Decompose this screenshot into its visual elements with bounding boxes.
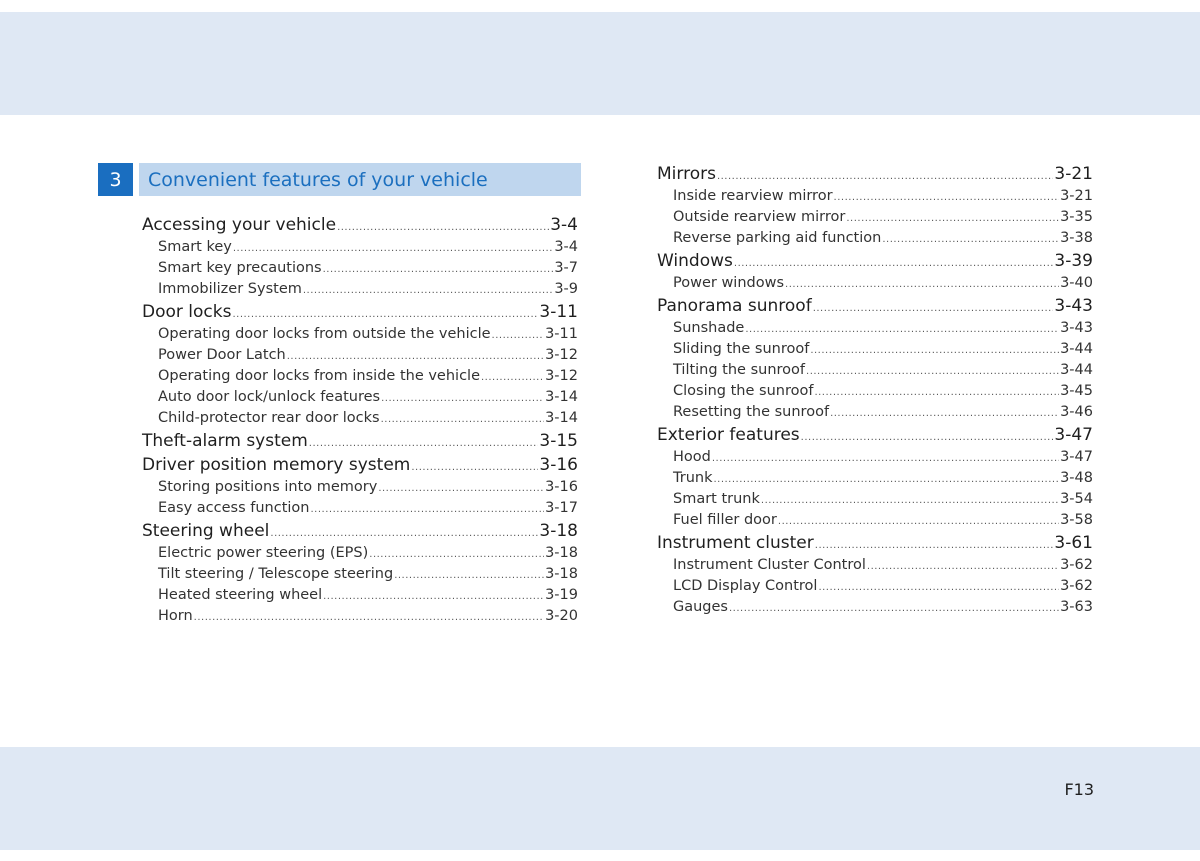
toc-entry-title: Heated steering wheel	[158, 587, 323, 603]
toc-right-column	[657, 162, 1093, 618]
dot-leader	[394, 565, 544, 586]
toc-entry-title: Panorama sunroof	[657, 296, 812, 316]
toc-subsection-entry[interactable]	[657, 447, 1093, 468]
dot-leader	[233, 238, 553, 259]
toc-entry-page: 3-17	[545, 500, 578, 516]
toc-subsection-entry[interactable]	[142, 324, 578, 345]
toc-entry-page: 3-62	[1060, 578, 1093, 594]
toc-subsection-entry[interactable]	[657, 273, 1093, 294]
toc-subsection-entry[interactable]	[657, 186, 1093, 207]
dot-leader	[745, 319, 1059, 340]
toc-entry-page: 3-35	[1060, 209, 1093, 225]
toc-entry-page: 3-21	[1054, 164, 1093, 184]
dot-leader	[867, 556, 1059, 577]
toc-entry-title: Smart key precautions	[158, 260, 322, 276]
dot-leader	[492, 325, 545, 346]
toc-entry-page: 3-18	[545, 545, 578, 561]
toc-entry-title: Immobilizer System	[158, 281, 302, 297]
toc-subsection-entry[interactable]	[657, 339, 1093, 360]
toc-entry-title: Hood	[673, 449, 711, 465]
chapter-number: 3	[98, 163, 133, 196]
toc-entry-title: Power Door Latch	[158, 347, 286, 363]
dot-leader	[381, 409, 544, 430]
toc-entry-title: Fuel filler door	[673, 512, 777, 528]
toc-entry-title: Electric power steering (EPS)	[158, 545, 369, 561]
toc-entry-title: Instrument cluster	[657, 533, 814, 553]
toc-entry-page: 3-12	[545, 368, 578, 384]
toc-entry-title: Door locks	[142, 302, 232, 322]
toc-subsection-entry[interactable]	[657, 228, 1093, 249]
toc-entry-title: Easy access function	[158, 500, 310, 516]
chapter-title: Convenient features of your vehicle	[139, 163, 581, 196]
dot-leader	[761, 490, 1059, 511]
toc-entry-title: Trunk	[673, 470, 713, 486]
toc-section-entry[interactable]	[657, 162, 1093, 186]
toc-entry-title: Horn	[158, 608, 193, 624]
dot-leader	[712, 448, 1059, 469]
toc-subsection-entry[interactable]	[142, 606, 578, 627]
toc-entry-page: 3-54	[1060, 491, 1093, 507]
toc-entry-page: 3-18	[539, 521, 578, 541]
toc-subsection-entry[interactable]	[142, 564, 578, 585]
dot-leader	[303, 280, 553, 301]
toc-entry-title: Accessing your vehicle	[142, 215, 337, 235]
toc-entry-page: 3-15	[539, 431, 578, 451]
toc-entry-title: Closing the sunroof	[673, 383, 814, 399]
dot-leader	[287, 346, 544, 367]
toc-entry-page: 3-18	[545, 566, 578, 582]
toc-entry-page: 3-12	[545, 347, 578, 363]
dot-leader	[378, 478, 544, 499]
page-number: F13	[1064, 780, 1094, 799]
toc-entry-page: 3-20	[545, 608, 578, 624]
toc-subsection-entry[interactable]	[657, 555, 1093, 576]
toc-entry-title: Tilt steering / Telescope steering	[158, 566, 394, 582]
toc-entry-page: 3-44	[1060, 362, 1093, 378]
toc-entry-title: Smart key	[158, 239, 232, 255]
toc-entry-page: 3-44	[1060, 341, 1093, 357]
header-band	[0, 12, 1200, 115]
toc-entry-page: 3-14	[545, 389, 578, 405]
toc-subsection-entry[interactable]	[142, 408, 578, 429]
toc-section-entry[interactable]	[142, 213, 578, 237]
dot-leader	[846, 208, 1059, 229]
toc-entry-title: Resetting the sunroof	[673, 404, 830, 420]
toc-subsection-entry[interactable]	[142, 387, 578, 408]
toc-entry-page: 3-39	[1054, 251, 1093, 271]
toc-subsection-entry[interactable]	[657, 402, 1093, 423]
toc-entry-page: 3-40	[1060, 275, 1093, 291]
toc-entry-title: Child-protector rear door locks	[158, 410, 380, 426]
toc-entry-page: 3-46	[1060, 404, 1093, 420]
toc-entry-page: 3-62	[1060, 557, 1093, 573]
toc-subsection-entry[interactable]	[657, 360, 1093, 381]
toc-entry-title: Instrument Cluster Control	[673, 557, 866, 573]
toc-entry-page: 3-9	[554, 281, 578, 297]
toc-entry-page: 3-47	[1060, 449, 1093, 465]
toc-entry-page: 3-58	[1060, 512, 1093, 528]
toc-entry-page: 3-61	[1054, 533, 1093, 553]
toc-entry-title: Gauges	[673, 599, 728, 615]
dot-leader	[834, 187, 1060, 208]
toc-subsection-entry[interactable]	[142, 498, 578, 519]
toc-section-entry[interactable]	[142, 453, 578, 477]
toc-entry-page: 3-16	[545, 479, 578, 495]
toc-entry-title: Operating door locks from inside the vehicle	[158, 368, 480, 384]
toc-entry-page: 3-7	[554, 260, 578, 276]
toc-entry-title: Sunshade	[673, 320, 745, 336]
toc-subsection-entry[interactable]	[657, 597, 1093, 618]
toc-entry-title: Sliding the sunroof	[673, 341, 810, 357]
dot-leader	[801, 426, 1054, 450]
toc-subsection-entry[interactable]	[142, 258, 578, 279]
toc-entry-title: Operating door locks from outside the vehicle	[158, 326, 491, 342]
footer-band	[0, 747, 1200, 850]
toc-entry-page: 3-63	[1060, 599, 1093, 615]
dot-leader	[194, 607, 544, 628]
toc-section-entry[interactable]	[142, 429, 578, 453]
toc-section-entry[interactable]	[142, 519, 578, 543]
toc-entry-title: Storing positions into memory	[158, 479, 378, 495]
toc-entry-page: 3-4	[554, 239, 578, 255]
toc-entry-page: 3-11	[545, 326, 578, 342]
toc-entry-page: 3-47	[1054, 425, 1093, 445]
dot-leader	[785, 274, 1059, 295]
dot-leader	[810, 340, 1059, 361]
toc-section-entry[interactable]	[657, 294, 1093, 318]
dot-leader	[813, 297, 1054, 321]
dot-leader	[323, 259, 554, 280]
toc-section-entry[interactable]	[142, 300, 578, 324]
toc-entry-page: 3-45	[1060, 383, 1093, 399]
toc-subsection-entry[interactable]	[657, 207, 1093, 228]
toc-entry-page: 3-48	[1060, 470, 1093, 486]
dot-leader	[713, 469, 1059, 490]
toc-subsection-entry[interactable]	[142, 366, 578, 387]
toc-left-column	[142, 213, 578, 627]
dot-leader	[381, 388, 544, 409]
toc-entry-page: 3-38	[1060, 230, 1093, 246]
toc-entry-title: LCD Display Control	[673, 578, 818, 594]
toc-entry-title: Auto door lock/unlock features	[158, 389, 381, 405]
toc-subsection-entry[interactable]	[142, 237, 578, 258]
dot-leader	[369, 544, 544, 565]
toc-entry-title: Driver position memory system	[142, 455, 411, 475]
toc-entry-title: Exterior features	[657, 425, 800, 445]
toc-entry-page: 3-21	[1060, 188, 1093, 204]
toc-section-entry[interactable]	[657, 531, 1093, 555]
toc-subsection-entry[interactable]	[142, 543, 578, 564]
toc-subsection-entry[interactable]	[142, 345, 578, 366]
toc-entry-page: 3-4	[550, 215, 578, 235]
toc-subsection-entry[interactable]	[142, 477, 578, 498]
toc-entry-page: 3-16	[539, 455, 578, 475]
toc-entry-page: 3-19	[545, 587, 578, 603]
dot-leader	[814, 382, 1059, 403]
toc-subsection-entry[interactable]	[142, 585, 578, 606]
toc-entry-title: Inside rearview mirror	[673, 188, 833, 204]
toc-entry-page: 3-43	[1060, 320, 1093, 336]
dot-leader	[311, 499, 545, 520]
dot-leader	[806, 361, 1059, 382]
toc-entry-title: Mirrors	[657, 164, 716, 184]
dot-leader	[778, 511, 1059, 532]
dot-leader	[411, 456, 538, 480]
toc-subsection-entry[interactable]	[657, 468, 1093, 489]
toc-entry-title: Outside rearview mirror	[673, 209, 846, 225]
toc-entry-title: Smart trunk	[673, 491, 760, 507]
toc-entry-title: Reverse parking aid function	[673, 230, 882, 246]
toc-entry-title: Steering wheel	[142, 521, 270, 541]
toc-subsection-entry[interactable]	[657, 381, 1093, 402]
toc-subsection-entry[interactable]	[657, 489, 1093, 510]
toc-entry-title: Power windows	[673, 275, 785, 291]
toc-subsection-entry[interactable]	[657, 318, 1093, 339]
toc-subsection-entry[interactable]	[657, 576, 1093, 597]
dot-leader	[337, 216, 549, 240]
toc-entry-page: 3-43	[1054, 296, 1093, 316]
toc-entry-title: Windows	[657, 251, 733, 271]
toc-subsection-entry[interactable]	[142, 279, 578, 300]
dot-leader	[323, 586, 544, 607]
toc-section-entry[interactable]	[657, 423, 1093, 447]
toc-section-entry[interactable]	[657, 249, 1093, 273]
dot-leader	[729, 598, 1059, 619]
toc-subsection-entry[interactable]	[657, 510, 1093, 531]
dot-leader	[882, 229, 1059, 250]
toc-entry-page: 3-14	[545, 410, 578, 426]
toc-entry-title: Theft-alarm system	[142, 431, 308, 451]
dot-leader	[830, 403, 1059, 424]
dot-leader	[481, 367, 544, 388]
toc-entry-title: Tilting the sunroof	[673, 362, 806, 378]
dot-leader	[818, 577, 1059, 598]
toc-entry-page: 3-11	[539, 302, 578, 322]
